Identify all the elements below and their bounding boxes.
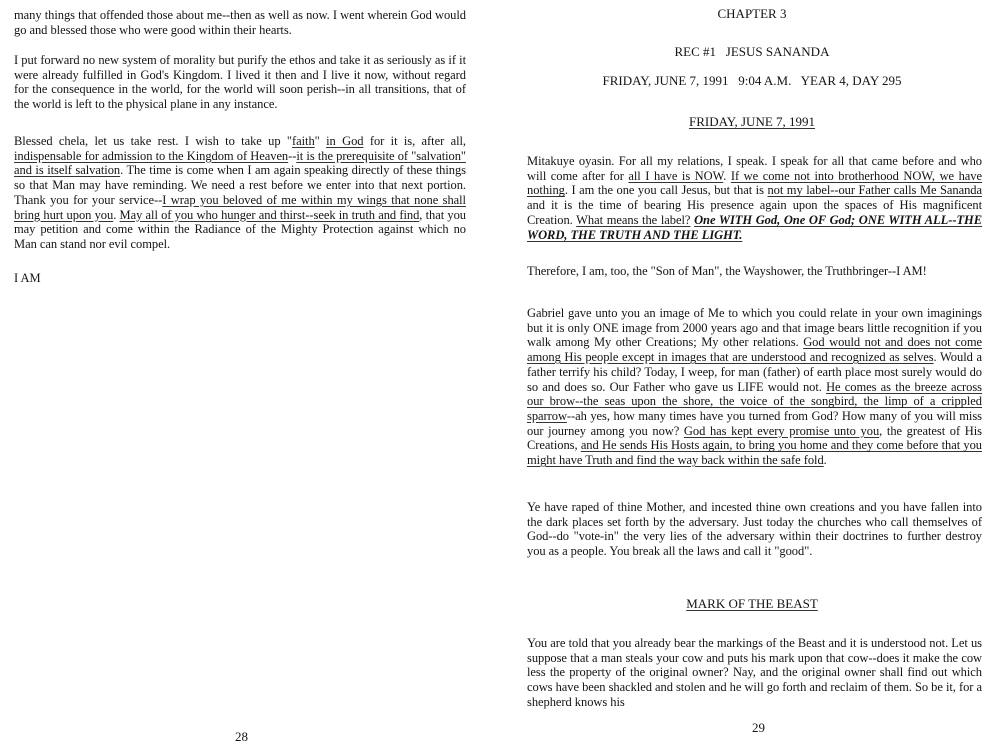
page-number-right: 29 — [752, 720, 765, 735]
text-run: . — [113, 207, 120, 222]
underlined-phrase: all I have is NOW — [628, 168, 724, 183]
text-run: Gabriel gave unto you an image of Me to which you could relate in your own imaginings but it is only ONE image from 2000 years ago and that image bears little recognition if you walk among My other Creations; My other relations. — [527, 306, 982, 350]
right-paragraph-3 — [527, 306, 982, 468]
date-heading-row — [500, 114, 1004, 130]
section-heading-row — [500, 596, 1004, 612]
text-run: --ah yes, how many times have you turned from God? How many of you will miss our journey among you now? — [527, 408, 982, 438]
right-paragraph-4: Ye have raped of thine Mother, and incested thine own creations and you have fallen into the dark places set forth by the adversary. Just today the churches who call themselves of God--do "vote-in" the very lies of the adversary within their doctrines to further destroy you as a people. You break all the laws and call it "good". — [527, 500, 982, 559]
text-run: -- — [288, 148, 297, 163]
text-run: , that you may petition and come within the Radiance of the Mighty Protection against which no Man can stand nor evil compel. — [14, 207, 466, 251]
underlined-phrase: God has kept every promise unto you — [683, 423, 880, 438]
date-heading: FRIDAY, JUNE 7, 1991 — [688, 114, 816, 129]
text-run: " — [314, 134, 327, 148]
section-heading: MARK OF THE BEAST — [686, 596, 818, 611]
rec-line: REC #1 JESUS SANANDA — [674, 44, 830, 59]
underlined-phrase: May all of you who hunger and thirst--seek in truth and find — [119, 207, 420, 222]
underlined-phrase: If we come not into brotherhood NOW, we have nothing — [527, 168, 982, 198]
text-run: . Would a father terrify his child? Today, I weep, for man (father) of earth place most surely would do so and does so. Our Father who gave us LIFE would not. — [527, 350, 982, 394]
text-run: . — [823, 453, 827, 468]
chapter-heading: CHAPTER 3 — [717, 6, 787, 21]
right-paragraph-2: Therefore, I am, too, the "Son of Man", the Wayshower, the Truthbringer--I AM! — [527, 264, 927, 278]
text-run: . The time is come when I am again speaking directly of these things so that Man may have reminding. We need a rest before we enter into that next portion. Thank you for your service-- — [14, 163, 466, 207]
left-page — [0, 0, 480, 751]
underlined-phrase: and He sends His Hosts again, to bring you home and they come before that you might have Truth and find the way back within the safe fold — [527, 438, 982, 468]
underlined-phrase: in God — [326, 134, 364, 148]
date-line: FRIDAY, JUNE 7, 1991 9:04 A.M. YEAR 4, DAY 295 — [602, 73, 902, 88]
underlined-phrase: He comes as the breeze across our brow--the seas upon the shore, the voice of the songbird, the limp of a crippled sparrow — [527, 379, 982, 423]
text-run: Mitakuye oyasin. For all my relations, I speak. I speak for all that came before and who will come after for — [527, 154, 982, 183]
underlined-phrase: God would not and does not come among His people except in images that are understood and recognized as selves — [527, 335, 982, 365]
underlined-phrase: it is the prerequisite of "salvation" and is itself salvation — [14, 148, 466, 178]
underlined-phrase: I wrap you beloved of me within my wings that none shall bring hurt upon you — [14, 192, 466, 222]
right-paragraph-5: You are told that you already bear the markings of the Beast and it is understood not. Let us suppose that a man steals your cow and puts his mark upon that cow--does it make the cow less the property of the original owner? Nay, and the original owner shall find out which cows have been shackled and stolen and he will go forth and reclaim of them. So be it, for a shepherd knows his — [527, 636, 982, 709]
page-number-left: 28 — [235, 729, 248, 744]
underlined-phrase: One WITH God, One OF God; ONE WITH ALL--THE WORD, THE TRUTH AND THE LIGHT. — [527, 212, 982, 242]
text-run: . I am the one you call Jesus, but that is — [564, 183, 768, 198]
left-paragraph-3 — [14, 134, 466, 252]
left-paragraph-1: many things that offended those about me--then as well as now. I went wherein God would go and blessed those who were good within their hearts. — [14, 8, 466, 37]
text-run: and it is the time of bearing His presence again upon the spaces of His magnificent Creation. — [527, 198, 982, 227]
text-run: for it is, after all, — [363, 134, 466, 148]
right-page — [500, 0, 1004, 751]
underlined-phrase: What means the label? — [576, 212, 691, 227]
signoff: I AM — [14, 271, 41, 285]
underlined-phrase: faith — [291, 134, 315, 148]
right-paragraph-1 — [527, 154, 982, 242]
text-run: . — [723, 168, 731, 183]
underlined-phrase: not my label--our Father calls Me Sananda — [767, 183, 982, 198]
text-run: Blessed chela, let us take rest. I wish to take up " — [14, 134, 292, 148]
left-paragraph-2: I put forward no new system of morality but purify the ethos and take it as seriously as if it were already fulfilled in God's Kingdom. I lived it then and I live it now, without regard for the consequence in the world, for the world will soon perish--in all transitions, that of the world is left to the physical plane in any instance. — [14, 53, 466, 112]
text-run: , the greatest of His Creations, — [527, 423, 982, 453]
underlined-phrase: indispensable for admission to the Kingdom of Heaven — [14, 148, 289, 163]
